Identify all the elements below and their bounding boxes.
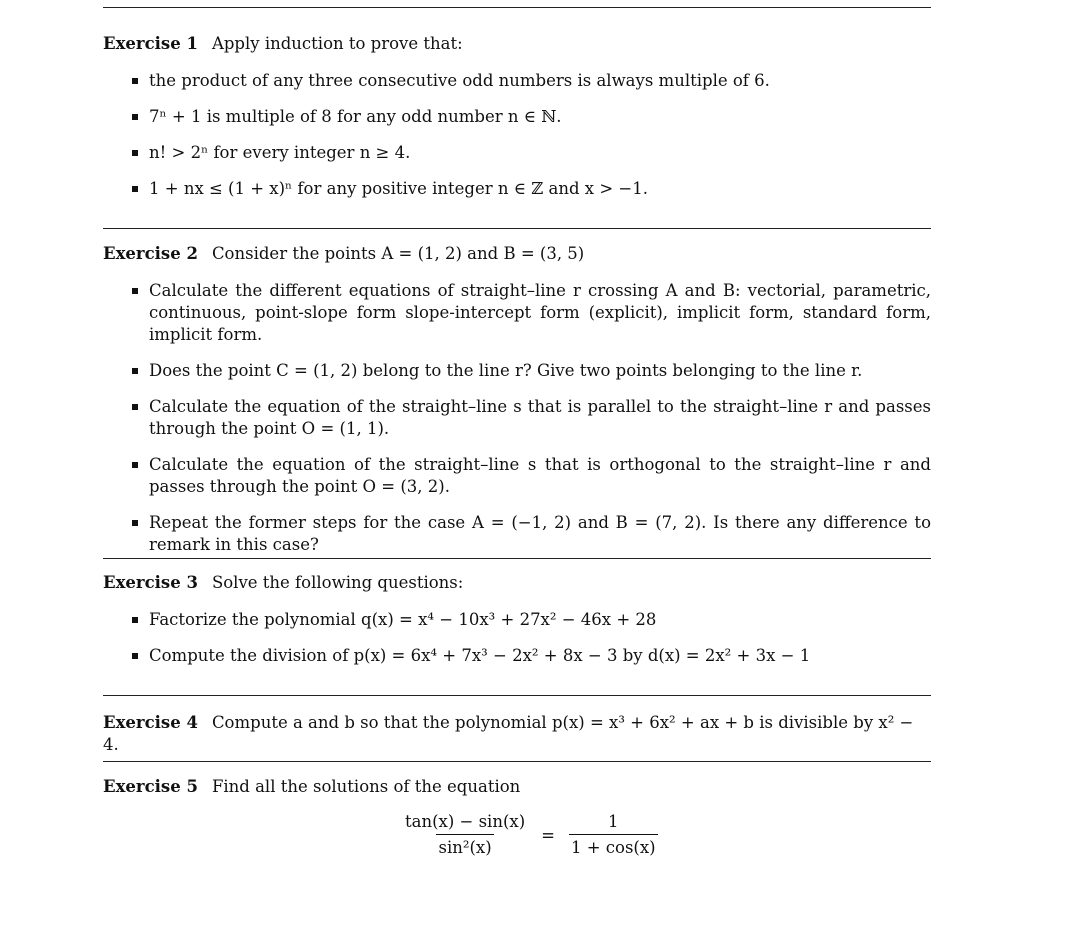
bullet-icon: [132, 520, 138, 526]
list-item: n! > 2ⁿ for every integer n ≥ 4.: [103, 142, 931, 164]
list-item: Calculate the equation of the straight–line s that is parallel to the straight–line r and passes through the point O = (1, 1).: [103, 396, 931, 440]
exercise-4: [103, 712, 931, 756]
exercise-statement: Apply induction to prove that:: [211, 34, 463, 53]
bullet-icon: [132, 462, 138, 468]
rhs-denominator: 1 + cos(x): [569, 834, 658, 858]
divider: [103, 761, 931, 762]
bullet-icon: [132, 288, 138, 294]
divider: [103, 695, 931, 696]
exercise-statement: Solve the following questions:: [211, 573, 464, 592]
exercise-5: [103, 776, 931, 798]
exercise-title: Exercise 4: [103, 713, 198, 732]
exercise-statement: Compute a and b so that the polynomial p(x) = x³ + 6x² + ax + b is divisible by x² − 4.: [103, 713, 914, 754]
lhs-fraction: [403, 812, 527, 858]
list-item: 7ⁿ + 1 is multiple of 8 for any odd number n ∈ ℕ.: [103, 106, 931, 128]
list-item: Calculate the different equations of straight–line r crossing A and B: vectorial, parametric, continuous, point-slope form slope-intercept form (explicit), implicit form, standard form, implicit form.: [103, 280, 931, 346]
exercise-title: Exercise 5: [103, 777, 198, 796]
exercise-statement: Find all the solutions of the equation: [211, 777, 521, 796]
rhs-fraction: [569, 812, 658, 858]
list-item: Compute the division of p(x) = 6x⁴ + 7x³ − 2x² + 8x − 3 by d(x) = 2x² + 3x − 1: [103, 645, 931, 667]
display-equation: [403, 812, 658, 858]
lhs-denominator: sin²(x): [436, 834, 493, 858]
exercise-title: Exercise 2: [103, 244, 198, 263]
exercise-item-list: [103, 609, 931, 667]
bullet-icon: [132, 150, 138, 156]
rhs-numerator: 1: [608, 812, 619, 831]
bullet-icon: [132, 617, 138, 623]
divider: [103, 7, 931, 8]
list-item: Does the point C = (1, 2) belong to the line r? Give two points belonging to the line r.: [103, 360, 931, 382]
list-item: Factorize the polynomial q(x) = x⁴ − 10x³ + 27x² − 46x + 28: [103, 609, 931, 631]
exercise-item-list: [103, 70, 931, 200]
exercise-item-list: [103, 280, 931, 556]
bullet-icon: [132, 78, 138, 84]
exercise-3: [103, 572, 931, 667]
bullet-icon: [132, 114, 138, 120]
exercise-statement: Consider the points A = (1, 2) and B = (3, 5): [211, 244, 585, 263]
divider: [103, 228, 931, 229]
list-item: the product of any three consecutive odd numbers is always multiple of 6.: [103, 70, 931, 92]
equals-sign: =: [541, 825, 555, 845]
list-item: Repeat the former steps for the case A = (−1, 2) and B = (7, 2). Is there any difference to remark in this case?: [103, 512, 931, 556]
divider: [103, 558, 931, 559]
list-item: Calculate the equation of the straight–line s that is orthogonal to the straight–line r and passes through the point O = (3, 2).: [103, 454, 931, 498]
bullet-icon: [132, 186, 138, 192]
exercise-2: [103, 243, 931, 556]
bullet-icon: [132, 368, 138, 374]
exercise-title: Exercise 1: [103, 34, 198, 53]
bullet-icon: [132, 404, 138, 410]
exercise-title: Exercise 3: [103, 573, 198, 592]
exercise-1: [103, 33, 931, 200]
list-item: 1 + nx ≤ (1 + x)ⁿ for any positive integer n ∈ ℤ and x > −1.: [103, 178, 931, 200]
lhs-numerator: tan(x) − sin(x): [405, 812, 526, 831]
bullet-icon: [132, 653, 138, 659]
